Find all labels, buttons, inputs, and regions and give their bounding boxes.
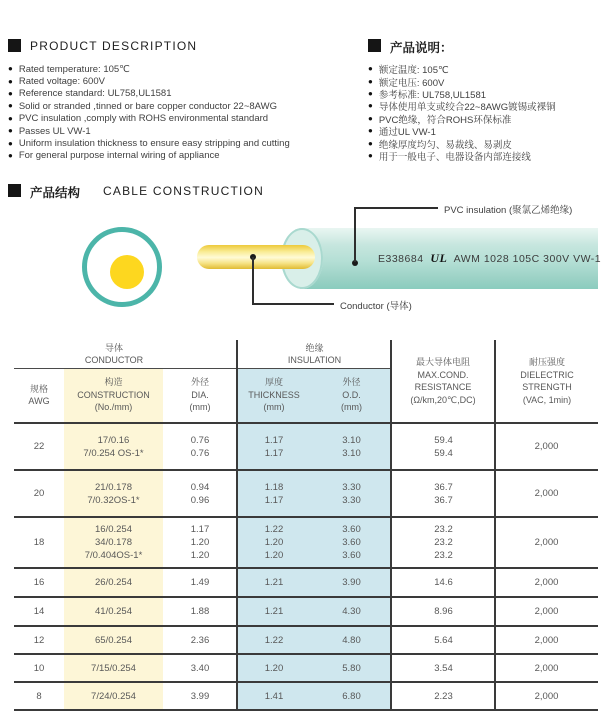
bullet-icon: ●	[8, 101, 13, 111]
cell-construction: 16/0.254 34/0.178 7/0.404OS-1*	[84, 524, 143, 561]
bullet-icon: ●	[8, 138, 13, 148]
conductor-core	[110, 255, 144, 289]
cell-thickness: 1.41	[264, 690, 284, 702]
bullet-icon: ●	[368, 64, 373, 74]
bullet-icon: ●	[368, 88, 373, 98]
list-item: ● 绝缘厚度均匀、易裁线、易剥皮	[368, 138, 512, 151]
cell-dia: 0.94 0.96	[190, 481, 210, 506]
cell-dia: 1.17 1.20 1.20	[190, 524, 210, 561]
cable-cross-section	[82, 227, 162, 307]
table-row	[14, 683, 598, 711]
cell-construction: 17/0.16 7/0.254 OS-1*	[83, 434, 144, 459]
cable-construction-title-en: CABLE CONSTRUCTION	[103, 184, 264, 198]
cell-construction: 7/15/0.254	[91, 662, 136, 674]
cell-awg: 16	[33, 577, 45, 588]
cell-dielectric: 2,000	[534, 690, 559, 702]
bullet-icon: ●	[368, 126, 373, 136]
od-header: 外径 O.D. (mm)	[341, 377, 362, 413]
cell-awg: 20	[33, 488, 45, 499]
table-row	[14, 655, 598, 683]
cell-thickness: 1.21	[264, 577, 284, 588]
product-description-title: PRODUCT DESCRIPTION	[30, 39, 198, 53]
cell-dia: 2.36	[190, 634, 210, 646]
cell-awg: 8	[36, 690, 42, 702]
cell-dia: 0.76 0.76	[190, 434, 210, 459]
list-item: ● Rated voltage: 600V	[8, 76, 105, 88]
cell-od: 3.60 3.60 3.60	[342, 524, 361, 561]
table-body	[14, 424, 598, 711]
list-item: ● 用于一般电子、电器设备内部连接线	[368, 150, 531, 163]
product-description-list	[8, 63, 290, 162]
list-item: ● PVC绝缘，符合ROHS环保标准	[368, 113, 512, 126]
cell-dielectric: 2,000	[534, 662, 559, 674]
cell-dielectric: 2,000	[534, 488, 559, 499]
list-item: ● 通过UL VW-1	[368, 126, 436, 139]
cell-resistance: 59.4 59.4	[434, 434, 453, 459]
conductor-label: Conductor (导体)	[340, 301, 412, 312]
cell-dia: 1.49	[190, 577, 210, 588]
list-item: ● Uniform insulation thickness to ensure easy stripping and cutting	[8, 138, 290, 150]
list-item: ● Solid or stranded ,tinned or bare copper conductor 22~8AWG	[8, 100, 277, 112]
bullet-icon: ●	[8, 88, 13, 98]
table-row	[14, 471, 598, 518]
cell-construction: 21/0.178 7/0.32OS-1*	[87, 481, 140, 506]
product-notes-title-zh: 产品说明：	[390, 41, 453, 55]
dielectric-header: 耐压强度 DIELECTRIC STRENGTH (VAC, 1min)	[520, 357, 574, 405]
insulation-group-header: 绝缘 INSULATION	[287, 343, 342, 365]
list-item: ● 参考标准: UL758,UL1581	[368, 88, 487, 101]
cell-od: 4.30	[342, 606, 361, 617]
cell-od: 3.30 3.30	[342, 481, 361, 506]
table-row	[14, 518, 598, 569]
cell-resistance: 8.96	[434, 606, 453, 617]
bullet-icon: ●	[8, 126, 13, 136]
list-item: ● Reference standard: UL758,UL1581	[8, 88, 172, 100]
table-row	[14, 598, 598, 627]
group-header-divider	[14, 368, 392, 369]
cable-conductor	[197, 245, 315, 269]
callout-line	[252, 303, 334, 305]
construction-header: 构造 CONSTRUCTION (No./mm)	[77, 377, 150, 413]
cell-dielectric: 2,000	[534, 537, 559, 548]
section-marker-icon	[8, 39, 21, 52]
cell-resistance: 14.6	[434, 577, 453, 588]
cable-print-text: E338684 UL AWM 1028 105C 300V VW-1	[378, 251, 602, 265]
bullet-icon: ●	[368, 150, 373, 160]
cell-resistance: 2.23	[434, 690, 453, 702]
cell-dia: 3.40	[190, 662, 210, 674]
table-row	[14, 424, 598, 471]
cell-awg: 18	[33, 537, 45, 548]
section-marker-icon	[368, 39, 381, 52]
cell-thickness: 1.21	[264, 606, 284, 617]
product-notes-list	[368, 63, 556, 162]
specification-table	[14, 339, 598, 710]
cable-construction-title-zh: 产品结构	[30, 186, 81, 200]
list-item: ● 导体使用单支或绞合22~8AWG镀锡或裸铜	[368, 101, 556, 114]
list-item: ● 额定电压: 600V	[368, 76, 445, 89]
cell-od: 3.10 3.10	[342, 434, 361, 459]
bullet-icon: ●	[368, 76, 373, 86]
cell-od: 3.90	[342, 577, 361, 588]
cell-dia: 1.88	[190, 606, 210, 617]
bullet-icon: ●	[368, 138, 373, 148]
list-item: ● Rated temperature: 105℃	[8, 63, 130, 75]
cell-thickness: 1.22	[264, 634, 284, 646]
cell-construction: 26/0.254	[95, 577, 132, 588]
thickness-header: 厚度 THICKNESS (mm)	[248, 377, 300, 413]
cell-awg: 10	[33, 662, 45, 674]
section-marker-icon	[8, 184, 21, 197]
cell-awg: 22	[33, 441, 45, 452]
cell-resistance: 5.64	[434, 634, 453, 646]
cell-awg: 12	[33, 634, 45, 646]
bullet-icon: ●	[368, 101, 373, 111]
list-item: ● For general purpose internal wiring of appliance	[8, 150, 220, 162]
cell-od: 5.80	[342, 662, 361, 674]
cell-thickness: 1.17 1.17	[264, 434, 284, 459]
callout-line	[252, 257, 254, 305]
cell-resistance: 3.54	[434, 662, 453, 674]
cell-thickness: 1.22 1.20 1.20	[264, 524, 284, 561]
cell-construction: 7/24/0.254	[91, 690, 136, 702]
cell-awg: 14	[33, 606, 45, 617]
bullet-icon: ●	[8, 64, 13, 74]
cell-thickness: 1.18 1.17	[264, 481, 284, 506]
cell-construction: 65/0.254	[95, 634, 132, 646]
cell-construction: 41/0.254	[95, 606, 132, 617]
cell-dielectric: 2,000	[534, 634, 559, 646]
callout-line	[354, 207, 438, 209]
dia-header: 外径 DIA. (mm)	[189, 377, 211, 413]
list-item: ● PVC insulation ,comply with ROHS environmental standard	[8, 113, 269, 125]
cell-dielectric: 2,000	[534, 606, 559, 617]
cell-resistance: 23.2 23.2 23.2	[434, 524, 453, 561]
bullet-icon: ●	[8, 76, 13, 86]
cell-dielectric: 2,000	[534, 577, 559, 588]
cell-dielectric: 2,000	[534, 441, 559, 452]
ul-logo-icon: UL	[430, 251, 448, 265]
bullet-icon: ●	[8, 113, 13, 123]
list-item: ● Passes UL VW-1	[8, 125, 91, 137]
cell-od: 4.80	[342, 634, 361, 646]
cell-thickness: 1.20	[264, 662, 284, 674]
callout-line	[354, 207, 356, 262]
awg-header: 规格 AWG	[28, 383, 50, 406]
cell-od: 6.80	[342, 690, 361, 702]
conductor-group-header: 导体 CONDUCTOR	[84, 343, 144, 365]
cell-dia: 3.99	[190, 690, 210, 702]
bullet-icon: ●	[8, 150, 13, 160]
table-row	[14, 569, 598, 598]
cell-resistance: 36.7 36.7	[434, 481, 453, 506]
pvc-insulation-label: PVC insulation (聚氯乙烯绝缘)	[444, 205, 573, 216]
bullet-icon: ●	[368, 113, 373, 123]
list-item: ● 额定温度: 105℃	[368, 64, 449, 77]
table-row	[14, 627, 598, 655]
resistance-header: 最大导体电阻 MAX.COND. RESISTANCE (Ω/km,20℃,DC)	[410, 357, 476, 405]
